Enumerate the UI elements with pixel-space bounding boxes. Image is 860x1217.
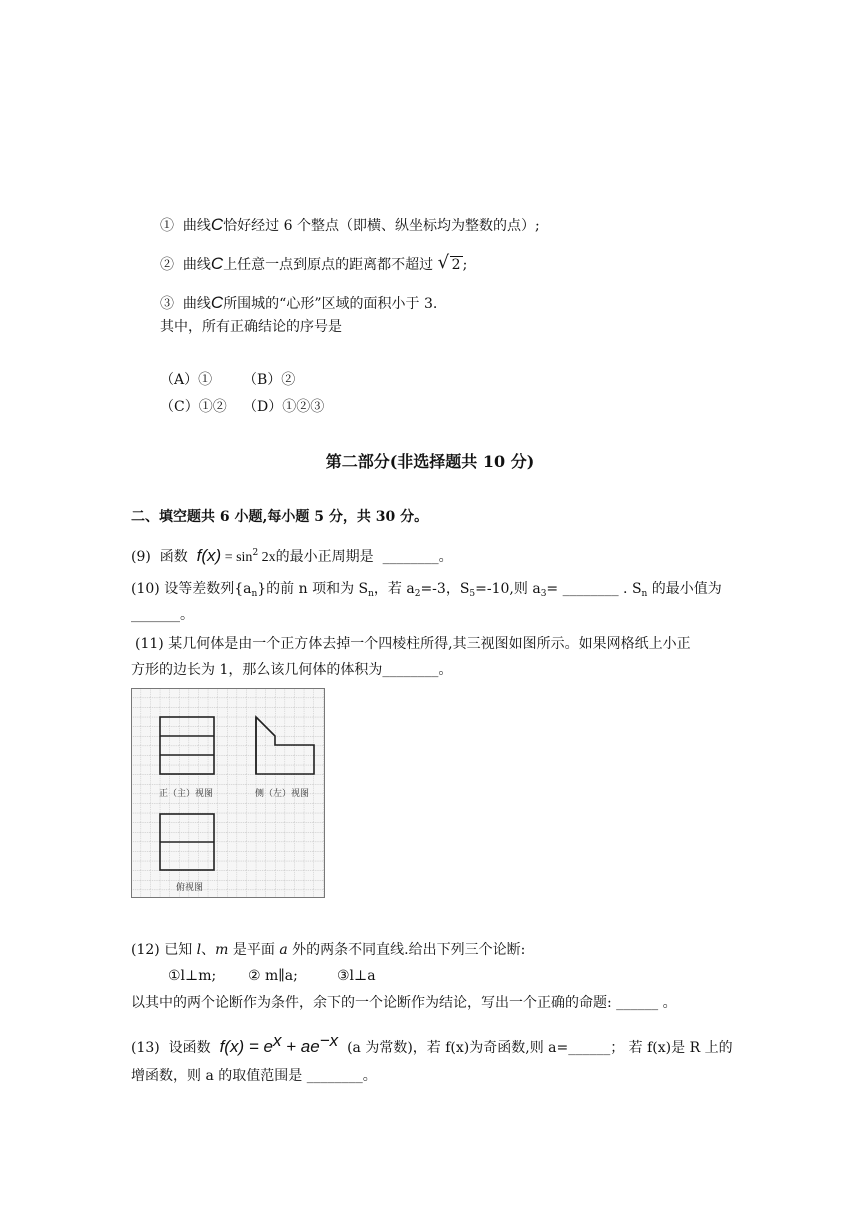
- statement-1: ① 曲线C恰好经过 6 个整点（即横、纵坐标均为整数的点）;: [160, 215, 540, 234]
- statement-3: ③ 曲线C所围城的“心形”区域的面积小于 3.: [160, 293, 438, 312]
- question-11: (11) 某几何体是由一个正方体去掉一个四棱柱所得,其三视图如图所示。如果网格纸上小正: [135, 636, 691, 652]
- sqrt-expression: √ 2: [437, 252, 461, 273]
- question-13: (13) 设函数 $f(x) = e^x + ae^{-x}$ (a 为常数)，若 f(x)为奇函数,则 a=______； 若 f(x)是 R 上的: [131, 1031, 733, 1056]
- question-10: (10) 设等差数列$\{a_n\}$的前 n 项和为 $S_n$，若 $a_2=-3$，$S_5=-10$,则 $a_3=$ ________ . $S_n$ 的最小值为: [131, 581, 722, 599]
- statement-s3: ③l⊥a: [337, 968, 376, 984]
- front-view-label: 正（主）视图: [159, 789, 214, 799]
- question-10-line2: _______。: [131, 607, 194, 623]
- question-11-line2: 方形的边长为 1，那么该几何体的体积为________。: [131, 662, 453, 678]
- question-13-line2: 增函数，则 a 的取值范围是 ________。: [131, 1068, 377, 1084]
- part-two-title: 第二部分(非选择题共 10 分): [325, 452, 535, 471]
- three-view-grid-figure: [131, 688, 325, 898]
- top-view-label: 俯视图: [176, 883, 204, 893]
- option-c: （C）①②: [160, 399, 227, 415]
- statement-2: ② 曲线C上任意一点到原点的距离都不超过 √ 2 ;: [160, 252, 468, 273]
- option-d: （D）①②③: [243, 399, 325, 415]
- option-a: （A）①: [160, 372, 213, 388]
- statement-s2: ② m∥a;: [248, 968, 298, 984]
- section-heading: 二、填空题共 6 小题,每小题 5 分，共 30 分。: [131, 509, 429, 525]
- side-view-label: 侧（左）视图: [255, 789, 310, 799]
- question-12-line3: 以其中的两个论断作为条件，余下的一个论断作为结论，写出一个正确的命题: ______ 。: [131, 995, 677, 1011]
- question-9: (9) 函数 $f(x) = \sin^2 2x$的最小正周期是 ________。: [131, 546, 453, 565]
- option-b: （B）②: [243, 372, 296, 388]
- question-12: (12) 已知 l、m 是平面 a 外的两条不同直线.给出下列三个论断:: [131, 942, 526, 958]
- question-prompt: 其中，所有正确结论的序号是: [160, 319, 342, 335]
- statement-s1: ①l⊥m;: [168, 968, 217, 984]
